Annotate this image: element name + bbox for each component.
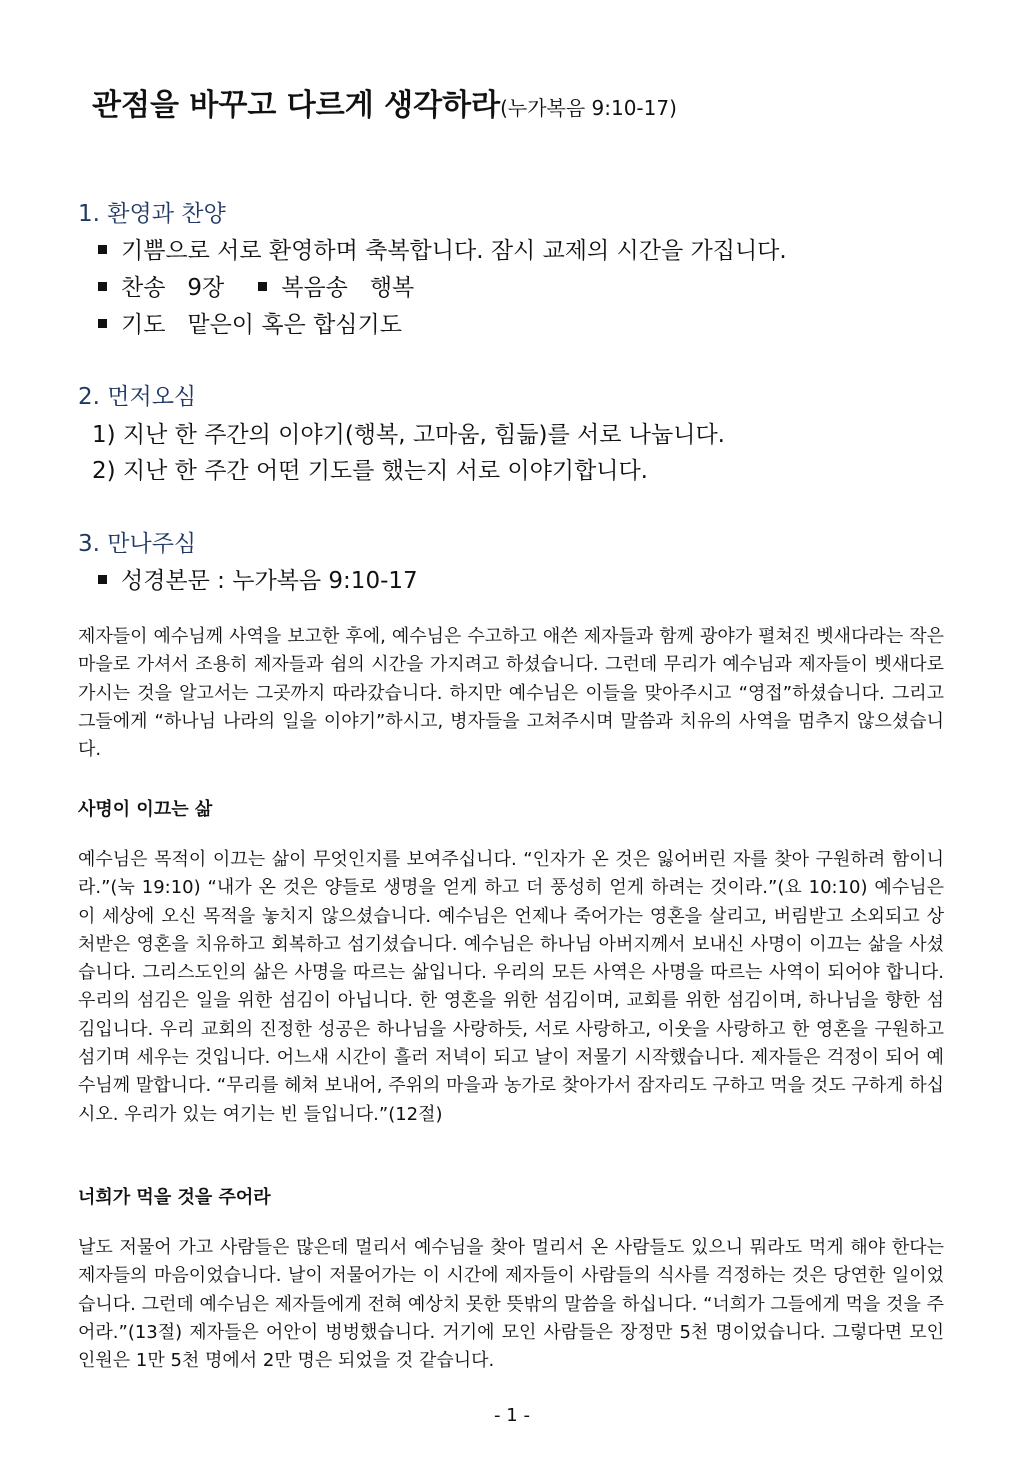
- body-paragraph-2: 예수님은 목적이 이끄는 삶이 무엇인지를 보여주십니다. “인자가 온 것은 잃어버린 자를 찾아 구원하려 함이니라.”(눅 19:10) “내가 온 것은 양들로 생명을 얻게 하고 더 풍성히 얻게 하려는 것이라.”(요 10:10) 예수님은 이 세상에 오신 목적을 놓치지 않으셨습니다. 예수님은 언제나 죽어가는 영혼을 살리고, 버림받고 소외되고 상처받은 영혼을 치유하고 회복하고 섬기셨습니다. 예수님은 하나님 아버지께서 보내신 사명이 이끄는 삶을 사셨습니다. 그리스도인의 삶은 사명을 따르는 삶입니다. 우리의 모든 사역은 사명을 따르는 사역이 되어야 합니다. 우리의 섬김은 일을 위한 섬김이 아닙니다. 한 영혼을 위한 섬김이며, 교회를 위한 섬김이며, 하나님을 향한 섬김입니다. 우리 교회의 진정한 성공은 하나님을 사랑하듯, 서로 사랑하고, 이웃을 사랑하고 한 영혼을 구원하고 섬기며 세우는 것입니다. 어느새 시간이 흘러 저녁이 되고 날이 저물기 시작했습니다. 제자들은 걱정이 되어 예수님께 말합니다. “무리를 헤쳐 보내어, 주위의 마을과 농가로 찾아가서 잠자리도 구하고 먹을 것도 구하게 하십시오. 우리가 있는 여기는 빈 들입니다.”(12절): [78, 849, 944, 1125]
- subheading-mission-driven-life: 사명이 이끄는 삶: [78, 799, 213, 820]
- section-heading-meeting: 3. 만나주심: [78, 531, 197, 557]
- body-paragraph-1: 제자들이 예수님께 사역을 보고한 후에, 예수님은 수고하고 애쓴 제자들과 함께 광야가 펼쳐진 벳새다라는 작은 마을로 가셔서 조용히 제자들과 쉼의 시간을 가지려고 하셨습니다. 그런데 무리가 예수님과 제자들이 벳새다로 가시는 것을 알고서는 그곳까지 따라갔습니다. 하지만 예수님은 이들을 맞아주시고 “영접”하셨습니다. 그리고 그들에게 “하나님 나라의 일을 이야기”하시고, 병자들을 고쳐주시며 말씀과 치유의 사역을 멈추지 않으셨습니다.: [78, 626, 944, 761]
- scripture-line: [98, 562, 418, 595]
- prayer-text: 기도 맡은이 혹은 합심기도: [121, 312, 402, 338]
- bullet-square-icon: [98, 575, 107, 584]
- hymn-text: 찬송 9장: [121, 275, 225, 301]
- bullet-square-icon: [258, 282, 267, 291]
- section-heading-welcome: 1. 환영과 찬양: [78, 201, 226, 227]
- sharing-item-2: 2) 지난 한 주간 어떤 기도를 했는지 서로 이야기합니다.: [92, 458, 648, 484]
- title-reference: (누가복음 9:10-17): [500, 96, 677, 120]
- hymn-line: [98, 269, 414, 302]
- bullet-square-icon: [98, 319, 107, 328]
- scripture-text: 성경본문 : 누가복음 9:10-17: [121, 568, 418, 594]
- bullet-square-icon: [98, 245, 107, 254]
- welcome-text: 기쁨으로 서로 환영하며 축복합니다. 잠시 교제의 시간을 가집니다.: [121, 238, 787, 264]
- gospel-song-text: 복음송 행복: [281, 275, 415, 301]
- page-number: - 1 -: [494, 1405, 530, 1426]
- bullet-square-icon: [98, 282, 107, 291]
- title-main: 관점을 바꾸고 다르게 생각하라: [92, 88, 501, 123]
- prayer-line: [98, 306, 402, 339]
- sharing-item-1: 1) 지난 한 주간의 이야기(행복, 고마움, 힘듦)를 서로 나눕니다.: [92, 422, 725, 448]
- subheading-give-them-food: 너희가 먹을 것을 주어라: [78, 1187, 271, 1208]
- page-title: [92, 80, 677, 124]
- body-paragraph-3: 날도 저물어 가고 사람들은 많은데 멀리서 예수님을 찾아 멀리서 온 사람들도 있으니 뭐라도 먹게 해야 한다는 제자들의 마음이었습니다. 날이 저물어가는 이 시간에 제자들이 사람들의 식사를 걱정하는 것은 당연한 일이었습니다. 그런데 예수님은 제자들에게 전혀 예상치 못한 뜻밖의 말씀을 하십니다. “너희가 그들에게 먹을 것을 주어라.”(13절) 제자들은 어안이 벙벙했습니다. 거기에 모인 사람들은 장정만 5천 명이었습니다. 그렇다면 모인 인원은 1만 5천 명에서 2만 명은 되었을 것 같습니다.: [78, 1237, 944, 1372]
- section-heading-first-coming: 2. 먼저오심: [78, 384, 197, 410]
- welcome-line: [98, 232, 787, 265]
